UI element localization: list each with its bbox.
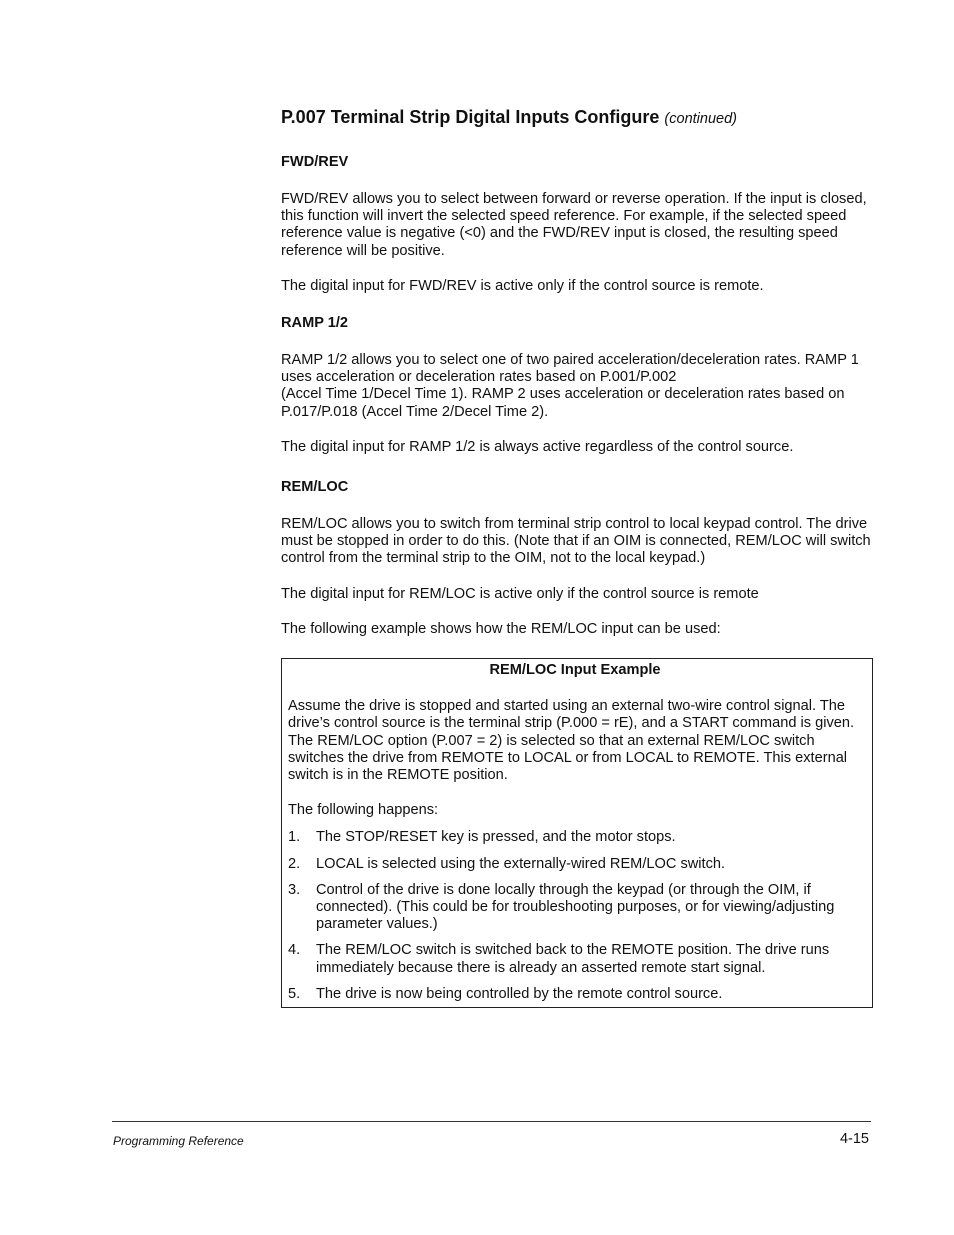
step-number: 4. — [288, 942, 301, 959]
list-item — [288, 856, 862, 873]
example-title: REM/LOC Input Example — [489, 662, 661, 679]
rem-loc-description: REM/LOC allows you to switch from terminal strip control to local keypad control. The drive must be stopped in order to do this. (Note that if an OIM is connected, REM/LOC will switch control from the terminal strip to the OIM, not to the local keypad.) — [281, 516, 871, 567]
step-text: Control of the drive is done locally through the keypad (or through the OIM, if connected). (This could be for troubleshooting purposes, or for viewing/adjusting parameter values.) — [316, 881, 835, 933]
page-title-main: P.007 Terminal Strip Digital Inputs Configure — [281, 107, 660, 127]
page-number: 4-15 — [839, 1131, 869, 1147]
list-item — [288, 829, 862, 846]
ramp-description — [281, 352, 873, 421]
step-number: 2. — [288, 855, 301, 872]
fwd-rev-heading: FWD/REV — [281, 154, 349, 170]
ramp-heading: RAMP 1/2 — [281, 315, 349, 332]
step-text: The STOP/RESET key is pressed, and the motor stops. — [316, 829, 676, 846]
step-number: 5. — [288, 985, 301, 1002]
step-number: 1. — [288, 829, 301, 846]
fwd-rev-note: The digital input for FWD/REV is active only if the control source is remote. — [281, 277, 764, 294]
page-content — [281, 106, 873, 1008]
page-title — [281, 106, 873, 130]
list-item — [288, 942, 862, 976]
rem-loc-heading: REM/LOC — [281, 479, 349, 496]
ramp-description-line1: RAMP 1/2 allows you to select one of two paired acceleration/deceleration rates. RAMP 1 uses acceleration or deceleration rates based on P.001/P.002 — [281, 352, 859, 386]
page-title-suffix: (continued) — [664, 111, 737, 127]
example-box — [281, 658, 873, 1008]
list-item — [288, 986, 862, 1003]
step-number: 3. — [288, 881, 301, 898]
example-lead-in: The following happens: — [288, 802, 439, 819]
list-item — [288, 882, 862, 934]
footer-divider — [112, 1121, 871, 1122]
ramp-note: The digital input for RAMP 1/2 is always active regardless of the control source. — [281, 438, 794, 455]
fwd-rev-description: FWD/REV allows you to select between forward or reverse operation. If the input is closed, this function will invert the selected speed reference. For example, if the selected speed reference value is negative (<0) and the FWD/REV input is closed, the resulting speed reference will be positive. — [281, 191, 867, 259]
example-intro: Assume the drive is stopped and started using an external two-wire control signal. The drive’s control source is the terminal strip (P.000 = rE), and a START command is given. The REM/LOC option (P.007 = 2) is selected so that an external REM/LOC switch switches the drive from REMOTE to LOCAL or from LOCAL to REMOTE. This external switch is in the REMOTE position. — [288, 698, 855, 784]
example-steps — [288, 829, 862, 1003]
step-text: The drive is now being controlled by the remote control source. — [316, 985, 723, 1002]
step-text: The REM/LOC switch is switched back to the REMOTE position. The drive runs immediately because there is already an asserted remote start signal. — [316, 942, 830, 976]
step-text: LOCAL is selected using the externally-wired REM/LOC switch. — [316, 855, 726, 872]
rem-loc-note: The digital input for REM/LOC is active only if the control source is remote — [281, 585, 759, 602]
rem-loc-example-intro: The following example shows how the REM/LOC input can be used: — [281, 620, 721, 637]
footer-section-name: Programming Reference — [113, 1134, 244, 1148]
ramp-description-line2: (Accel Time 1/Decel Time 1). RAMP 2 uses acceleration or deceleration rates based on P.017/P.018 (Accel Time 2/Decel Time 2). — [281, 386, 845, 420]
